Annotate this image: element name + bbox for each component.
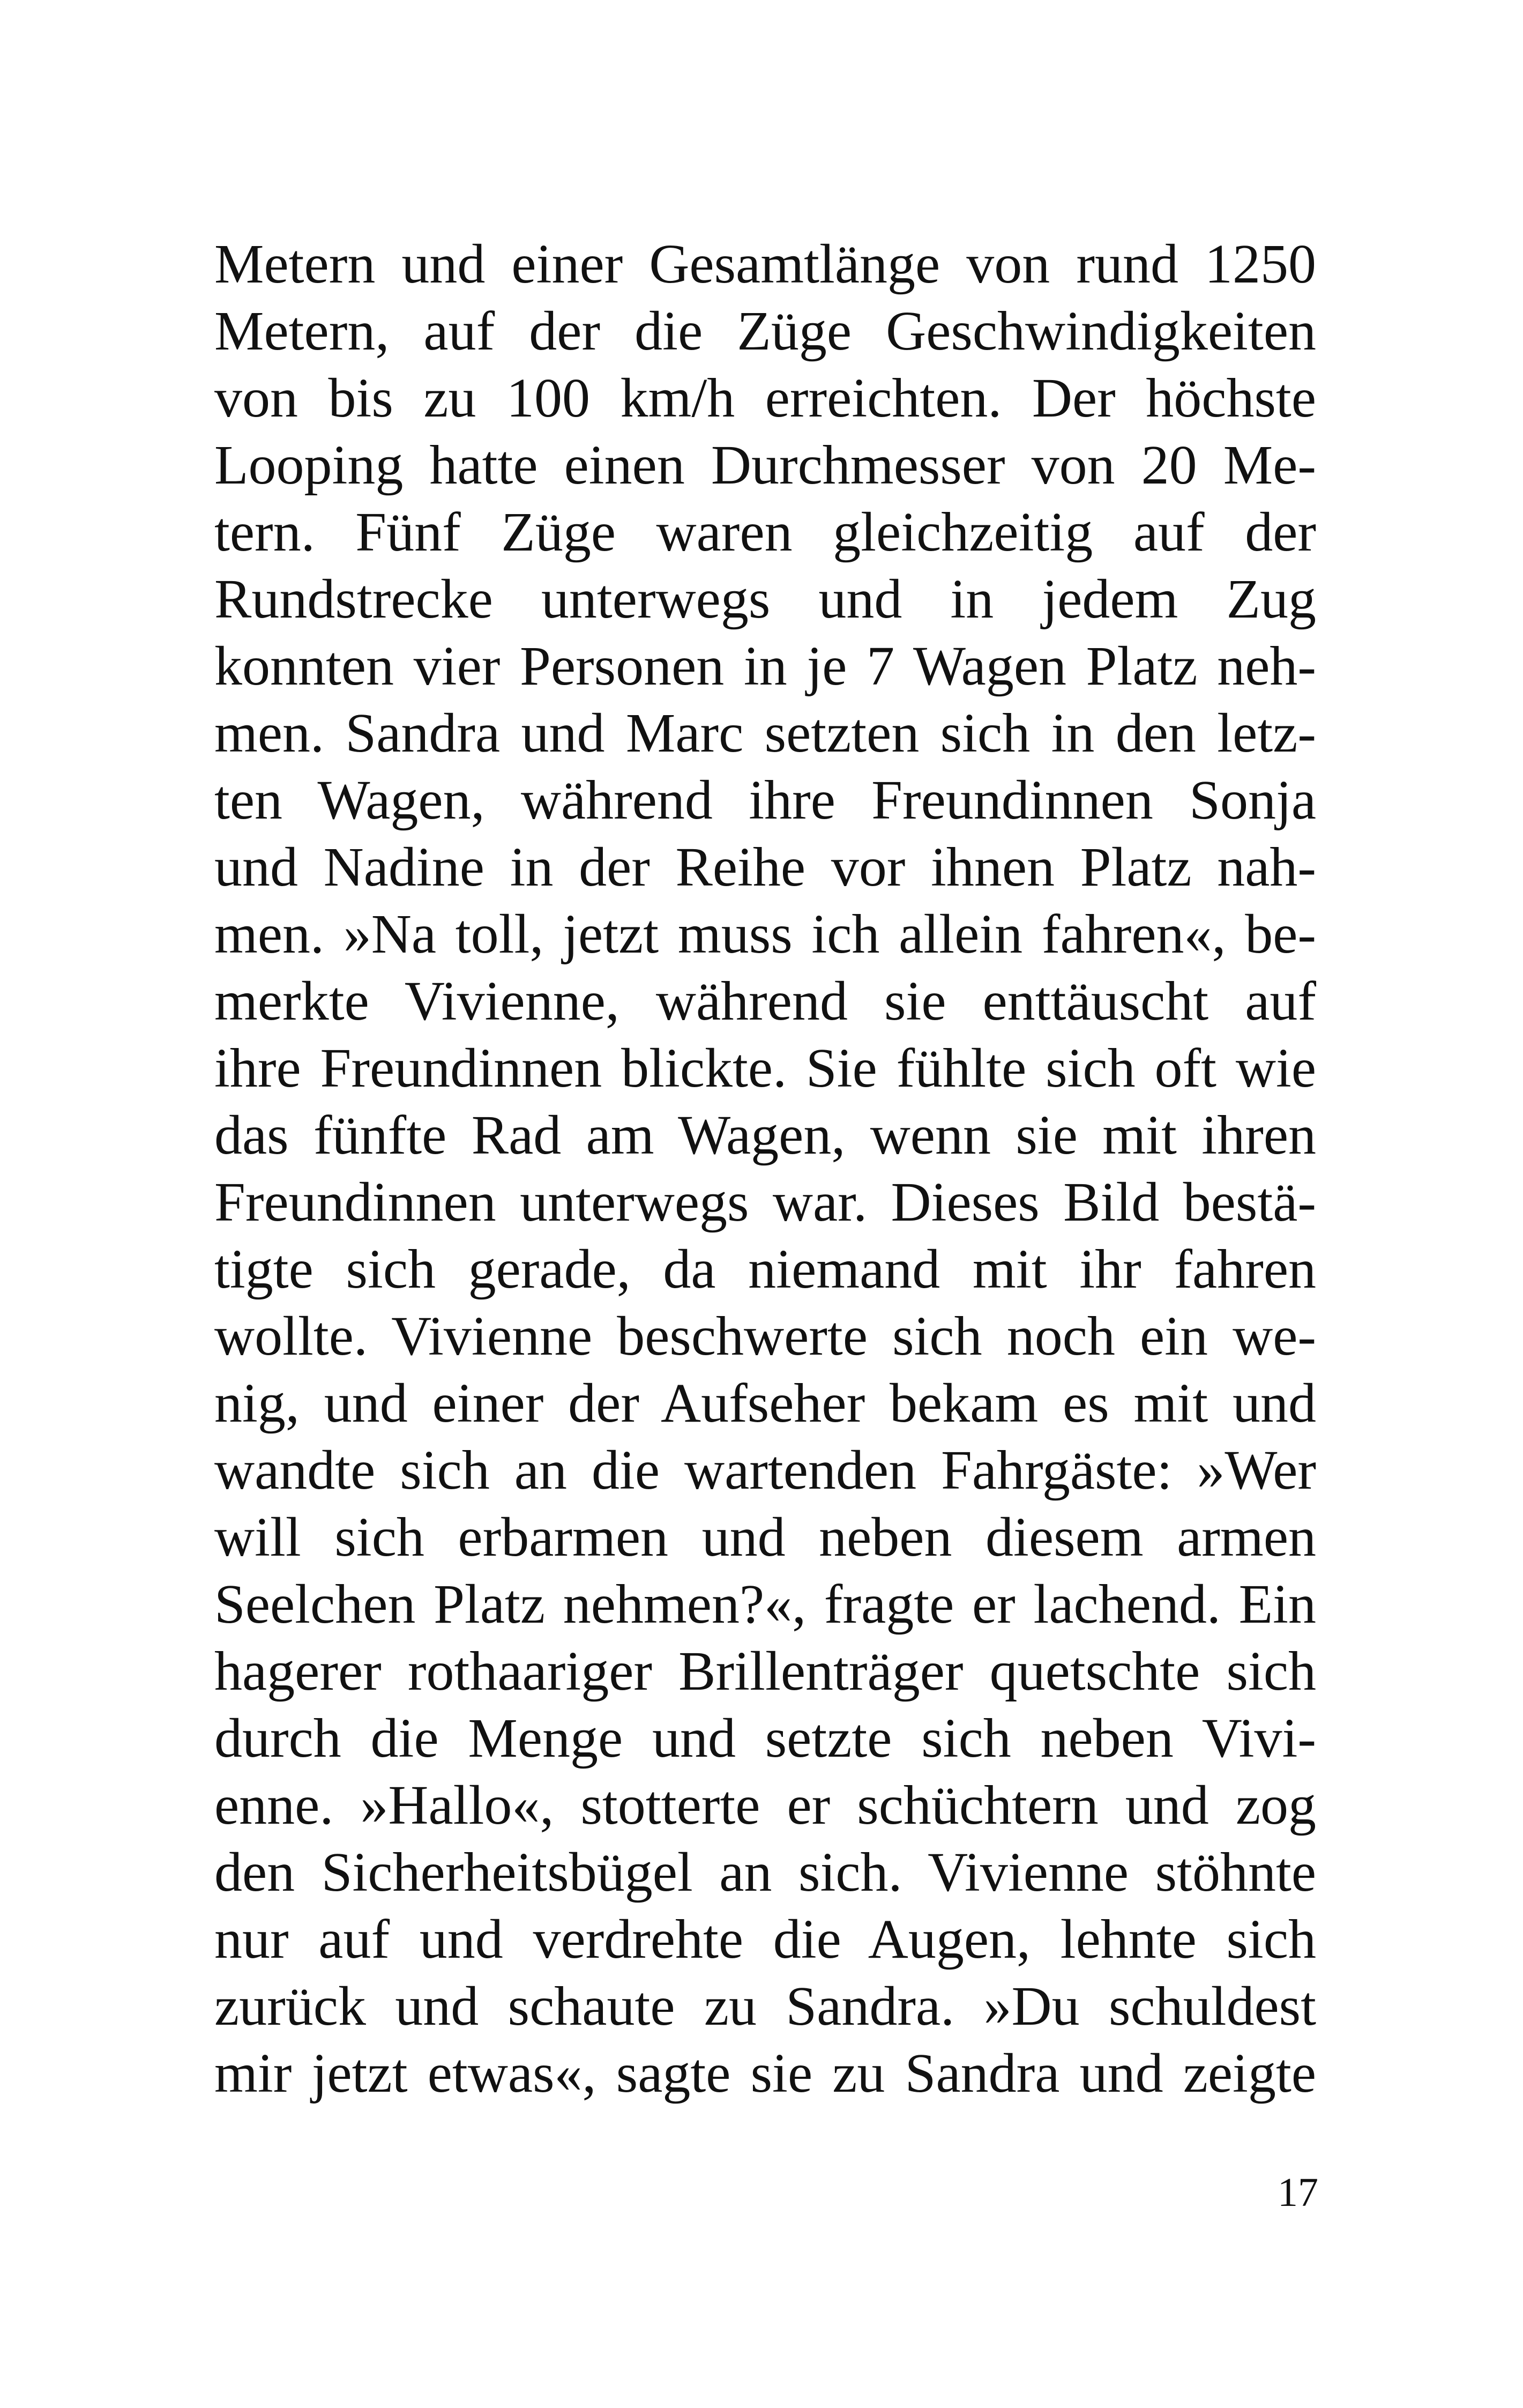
- text-line: wandte sich an die wartenden Fahrgäste: »Wer: [214, 1439, 1316, 1501]
- text-line: hagerer rothaariger Brillenträger quetschte sich: [214, 1640, 1316, 1702]
- text-line: Rundstrecke unterwegs und in jedem Zug: [214, 568, 1316, 630]
- page-number: 17: [1278, 2170, 1318, 2215]
- text-line: nig, und einer der Aufseher bekam es mit und: [214, 1372, 1316, 1434]
- text-line: zurück und schaute zu Sandra. »Du schuldest: [214, 1975, 1316, 2037]
- text-line: den Sicherheitsbügel an sich. Vivienne stöhnte: [214, 1841, 1316, 1903]
- text-line: Metern und einer Gesamtlänge von rund 1250: [214, 233, 1316, 295]
- text-line: durch die Menge und setzte sich neben Vivi-: [214, 1707, 1316, 1769]
- text-line: men. »Na toll, jetzt muss ich allein fahren«, be-: [214, 903, 1316, 965]
- text-line: will sich erbarmen und neben diesem armen: [214, 1506, 1316, 1568]
- text-line: Looping hatte einen Durchmesser von 20 Me-: [214, 434, 1316, 496]
- text-line: men. Sandra und Marc setzten sich in den letz-: [214, 702, 1316, 764]
- text-line: tigte sich gerade, da niemand mit ihr fahren: [214, 1238, 1316, 1300]
- text-line: merkte Vivienne, während sie enttäuscht auf: [214, 970, 1316, 1032]
- text-line: nur auf und verdrehte die Augen, lehnte sich: [214, 1908, 1316, 1970]
- text-line: konnten vier Personen in je 7 Wagen Platz neh-: [214, 635, 1316, 697]
- text-line: von bis zu 100 km/h erreichten. Der höchste: [214, 367, 1316, 429]
- text-line: ihre Freundinnen blickte. Sie fühlte sich oft wie: [214, 1037, 1316, 1099]
- text-line: das fünfte Rad am Wagen, wenn sie mit ihren: [214, 1104, 1316, 1166]
- text-line: und Nadine in der Reihe vor ihnen Platz nah-: [214, 836, 1316, 898]
- body-text: [214, 231, 1316, 2107]
- text-line: ten Wagen, während ihre Freundinnen Sonja: [214, 769, 1316, 831]
- text-line: Freundinnen unterwegs war. Dieses Bild bestä-: [214, 1171, 1316, 1233]
- text-line: Seelchen Platz nehmen?«, fragte er lachend. Ein: [214, 1573, 1316, 1635]
- text-line: tern. Fünf Züge waren gleichzeitig auf der: [214, 501, 1316, 563]
- text-line: Metern, auf der die Züge Geschwindigkeiten: [214, 300, 1316, 362]
- text-line: mir jetzt etwas«, sagte sie zu Sandra und zeigte: [214, 2042, 1316, 2104]
- text-line: wollte. Vivienne beschwerte sich noch ein we-: [214, 1305, 1316, 1367]
- text-line: enne. »Hallo«, stotterte er schüchtern und zog: [214, 1774, 1316, 1836]
